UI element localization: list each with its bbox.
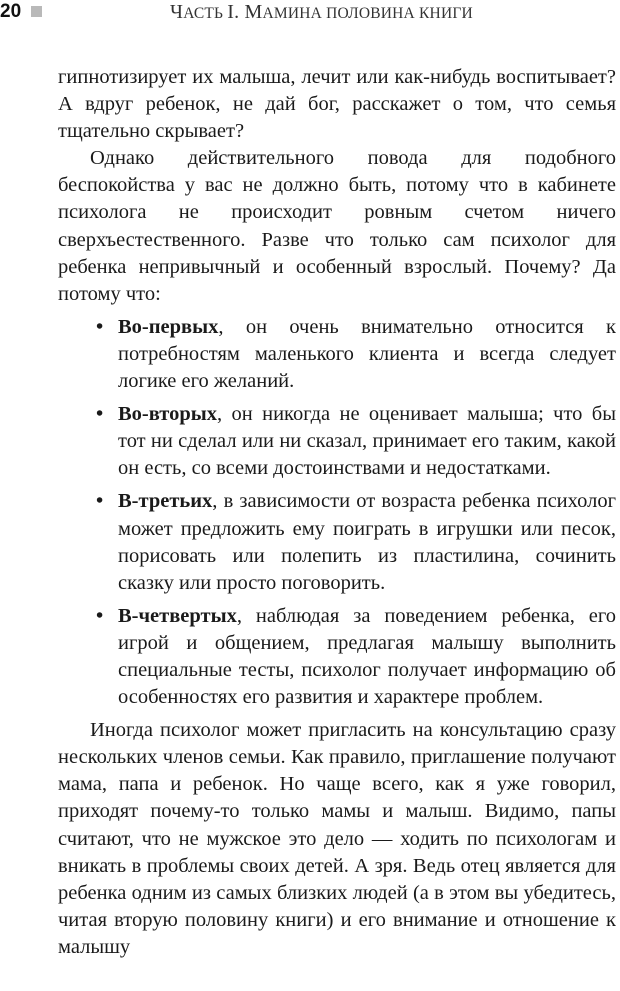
running-head-smallcaps-2: АМИНА ПОЛОВИНА КНИГИ <box>262 5 473 22</box>
bullet-text: , наблюдая за поведением ребенка, его игрой и общением, предлагая малышу выполнить специальные тесты, психолог получает информацию об особенностях его развития и характере проблем. <box>118 604 616 709</box>
running-head-cap-1: Ч <box>170 1 184 23</box>
running-head-cap-2: I. М <box>227 1 263 23</box>
list-item <box>58 488 616 596</box>
bullet-text: , он никогда не оценивает малыша; что бы тот ни сделал или ни сказал, принимает его таким, какой он есть, со всеми достоинствами и недостатками. <box>118 403 616 480</box>
paragraph-continuation: гипнотизирует их малыша, лечит или как-нибудь воспитывает? А вдруг ребенок, не дай бог, расскажет о том, что семья тщательно скрывает? <box>58 66 616 143</box>
bullet-text: , в зависимости от возраста ребенка психолог может предложить ему поиграть в игрушки или песок, порисовать или полепить из пластилина, сочинить сказку или просто поговорить. <box>118 490 616 594</box>
paragraph-concern: Однако действительного повода для подобного беспокойства у вас не должно быть, потому что в кабинете психолога не происходит ровным счетом ничего сверхъестественного. Разве что только сам психолог для ребенка непривычный и особенный взрослый. Почему? Да потому что: <box>58 147 616 305</box>
running-head <box>170 0 473 26</box>
bullet-lead: Во-вторых <box>118 403 218 426</box>
page-body <box>58 64 616 961</box>
list-item <box>58 603 616 711</box>
bullet-icon: • <box>96 604 104 627</box>
page-header <box>0 0 620 26</box>
bullet-icon: • <box>96 315 104 338</box>
header-square-ornament <box>31 6 42 17</box>
bullet-lead: В-четвертых <box>118 604 237 627</box>
bullet-text: , он очень внимательно относится к потребностям маленького клиента и всегда следует логике его желаний. <box>118 315 616 393</box>
page-number: 20 <box>0 1 22 22</box>
paragraph-family-consultation: Иногда психолог может пригласить на консультацию сразу нескольких членов семьи. Как правило, приглашение получают мама, папа и ребенок. Но чаще всего, как я уже говорил, приходят почему-то только мамы и малыш. Видимо, папы считают, что не мужское это дело — ходить по психологам и вникать в проблемы своих детей. А зря. Ведь отец является для ребенка одним из самых близких людей (а в этом вы убедитесь, читая вторую половину книги) и его внимание и отношение к малышу <box>58 719 616 958</box>
bullet-icon: • <box>96 490 104 513</box>
bullet-lead: Во-первых <box>118 315 219 338</box>
list-item <box>58 401 616 482</box>
list-item <box>58 314 616 395</box>
running-head-smallcaps-1: АСТЬ <box>183 5 228 22</box>
bullet-lead: В-третьих <box>118 490 213 513</box>
bullet-icon: • <box>96 403 104 426</box>
bullet-list <box>58 314 616 711</box>
